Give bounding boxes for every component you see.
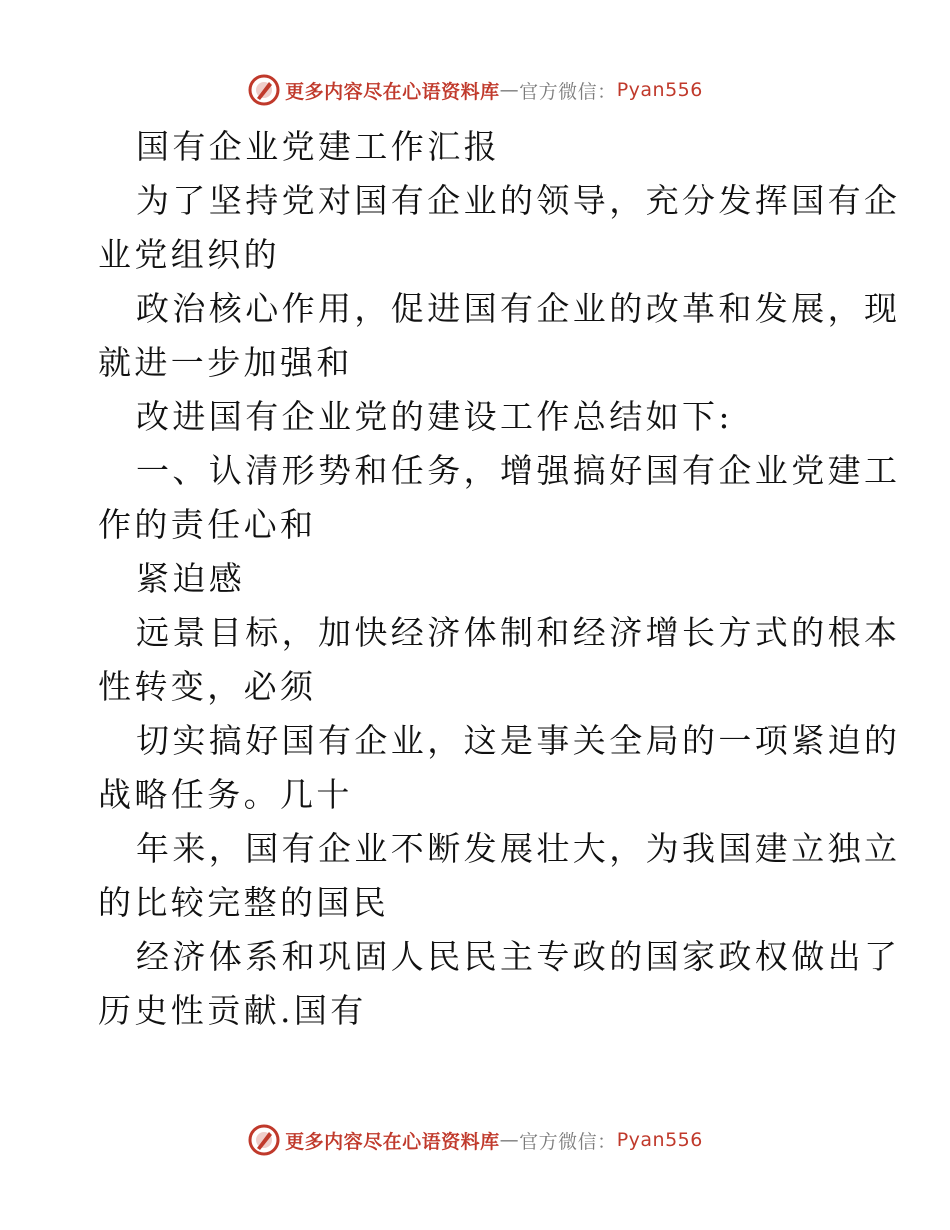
document-title: 国有企业党建工作汇报 — [136, 127, 500, 166]
text-line: 年来，国有企业不断发展壮大，为我国建立独立 — [136, 829, 901, 868]
watermark-label: 官方微信： — [519, 1130, 617, 1153]
text-line: 紧迫感 — [136, 559, 246, 598]
text-line: 政治核心作用，促进国有企业的改革和发展，现 — [136, 289, 901, 328]
watermark-dash: — — [499, 79, 520, 101]
watermark-handle: Pyan556 — [616, 79, 703, 101]
watermark-dash: — — [499, 1129, 520, 1151]
text-line: 业党组织的 — [98, 235, 280, 274]
watermark-label: 官方微信： — [519, 80, 617, 103]
text-line: 为了坚持党对国有企业的领导，充分发挥国有企 — [136, 181, 901, 220]
section-heading: 一、认清形势和任务，增强搞好国有企业党建工 — [136, 451, 901, 490]
watermark-handle: Pyan556 — [616, 1129, 703, 1151]
text-line: 经济体系和巩固人民民主专政的国家政权做出了 — [136, 937, 901, 976]
logo-pen-circle-icon — [247, 73, 281, 107]
logo-pen-circle-icon — [247, 1123, 281, 1157]
text-line: 性转变，必须 — [98, 667, 317, 706]
footer-watermark — [0, 1120, 950, 1160]
text-line: 的比较完整的国民 — [98, 883, 390, 922]
text-line: 战略任务。几十 — [98, 775, 353, 814]
text-line: 切实搞好国有企业，这是事关全局的一项紧迫的 — [136, 721, 901, 760]
text-line: 远景目标，加快经济体制和经济增长方式的根本 — [136, 613, 901, 652]
watermark-brand: 更多内容尽在心语资料库 — [285, 80, 500, 103]
header-watermark — [0, 70, 950, 110]
text-line: 历史性贡献.国有 — [98, 991, 367, 1030]
text-line: 就进一步加强和 — [98, 343, 353, 382]
section-heading-cont: 作的责任心和 — [98, 505, 317, 544]
text-line: 改进国有企业党的建设工作总结如下: — [136, 397, 733, 436]
watermark-brand: 更多内容尽在心语资料库 — [285, 1130, 500, 1153]
document-body — [98, 120, 901, 1038]
